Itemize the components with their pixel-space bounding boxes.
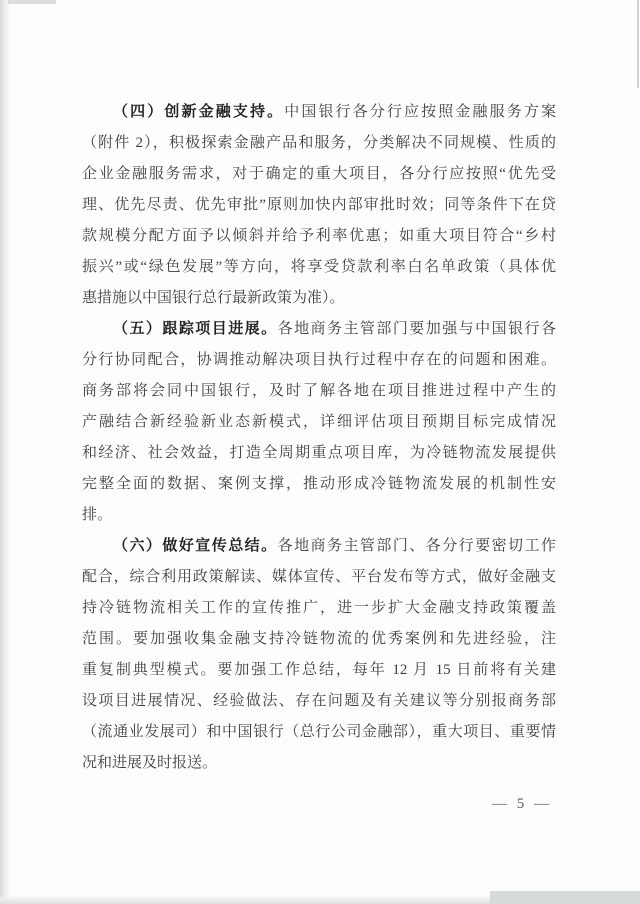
text-line: 企业金融服务需求，对于确定的重大项目，各分行应按照“优先受	[82, 166, 556, 182]
page-number: — 5 —	[492, 796, 552, 812]
text-line: 和经济、社会效益，打造全周期重点项目库，为冷链物流发展提供	[82, 445, 556, 461]
text-line: 款规模分配方面予以倾斜并给予利率优惠；如重大项目符合“乡村	[82, 228, 556, 244]
text-line: 产融结合新经验新业态新模式，详细评估项目预期目标完成情况	[82, 414, 556, 430]
text-line: 配合，综合利用政策解读、媒体宣传、平台发布等方式，做好金融支	[82, 569, 556, 585]
text-run: 各地商务主管部门要加强与中国银行各	[277, 321, 556, 337]
text-line: 排。	[82, 507, 113, 523]
paragraph-section-5	[82, 314, 556, 531]
text-line: 持冷链物流相关工作的宣传推广，进一步扩大金融支持政策覆盖	[82, 600, 556, 616]
text-line: 完整全面的数据、案例支撑，推动形成冷链物流发展的机制性安	[82, 476, 556, 492]
paragraph-section-4	[82, 97, 556, 314]
paragraph-section-6	[82, 531, 556, 779]
text-line: 振兴”或“绿色发展”等方向，将享受贷款利率白名单政策（具体优	[82, 259, 556, 275]
document-body	[82, 97, 556, 813]
scan-top-left-mark	[8, 0, 56, 4]
text-line: 惠措施以中国银行总行最新政策为准）。	[82, 290, 345, 306]
text-line	[82, 531, 556, 562]
text-line: （流通业发展司）和中国银行（总行公司金融部），重大项目、重要情	[82, 724, 556, 740]
text-line: 重复制典型模式。要加强工作总结，每年 12 月 15 日前将有关建	[82, 662, 556, 678]
text-run: 各地商务主管部门、各分行要密切工作	[277, 538, 556, 554]
text-line: 分行协同配合，协调推动解决项目执行过程中存在的问题和困难。	[82, 352, 556, 368]
text-line: 范围。要加强收集金融支持冷链物流的优秀案例和先进经验，注	[82, 631, 556, 647]
text-line: 况和进展及时报送。	[82, 755, 218, 771]
section-heading: （五）跟踪项目进展。	[113, 321, 278, 337]
text-line	[82, 314, 556, 345]
text-line: 理、优先尽责、优先审批”原则加快内部审批时效；同等条件下在贷	[82, 197, 556, 213]
text-line: 商务部将会同中国银行，及时了解各地在项目推进过程中产生的	[82, 383, 556, 399]
text-run: 中国银行各分行应按照金融服务方案	[284, 104, 556, 120]
scan-left-shadow	[0, 0, 11, 904]
scan-bottom-right-shadow	[490, 891, 640, 904]
text-line: （附件 2），积极探索金融产品和服务，分类解决不同规模、性质的	[82, 135, 556, 151]
scan-right-edge-line	[637, 0, 639, 88]
section-heading: （四）创新金融支持。	[113, 104, 285, 120]
text-line	[82, 97, 556, 128]
text-line: 设项目进展情况、经验做法、存在问题及有关建议等分别报商务部	[82, 693, 556, 709]
section-heading: （六）做好宣传总结。	[113, 538, 278, 554]
